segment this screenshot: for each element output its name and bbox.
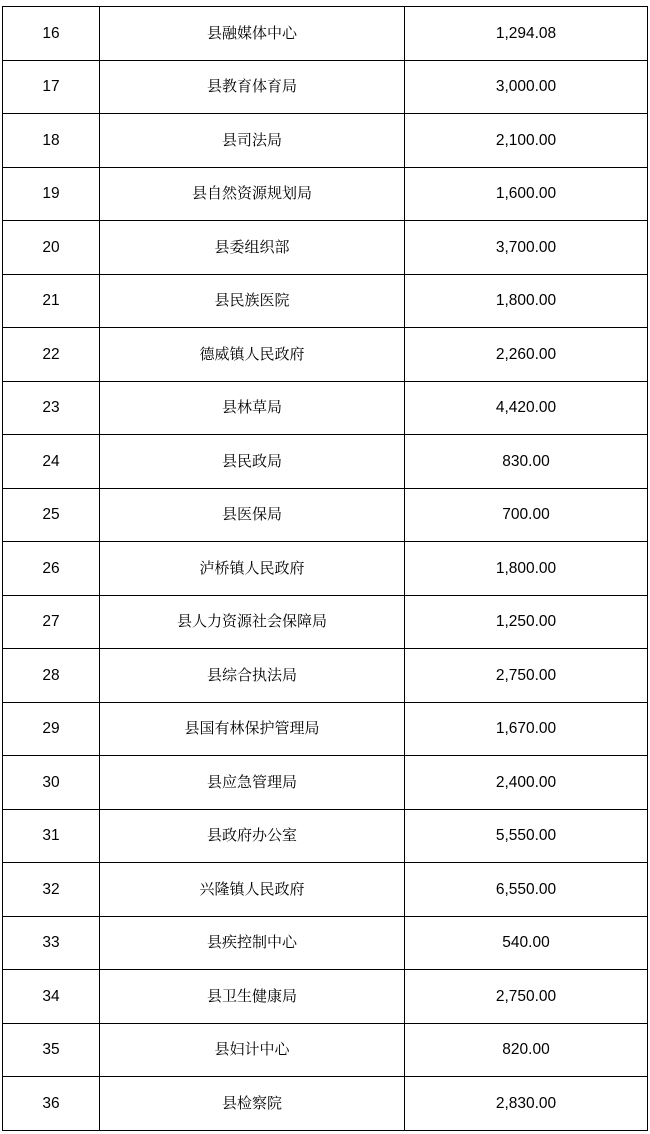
amount: 6,550.00 xyxy=(405,863,648,917)
unit-name: 县司法局 xyxy=(100,114,405,168)
funding-table xyxy=(2,6,648,1131)
unit-name: 县政府办公室 xyxy=(100,809,405,863)
table-row xyxy=(3,756,648,810)
row-index: 25 xyxy=(3,488,100,542)
table-row xyxy=(3,542,648,596)
row-index: 32 xyxy=(3,863,100,917)
table-row xyxy=(3,970,648,1024)
unit-name: 县国有林保护管理局 xyxy=(100,702,405,756)
unit-name: 县卫生健康局 xyxy=(100,970,405,1024)
table-row xyxy=(3,809,648,863)
unit-name: 县综合执法局 xyxy=(100,649,405,703)
row-index: 26 xyxy=(3,542,100,596)
amount: 2,750.00 xyxy=(405,970,648,1024)
table-row xyxy=(3,60,648,114)
unit-name: 县教育体育局 xyxy=(100,60,405,114)
amount: 1,250.00 xyxy=(405,595,648,649)
table-row xyxy=(3,328,648,382)
unit-name: 县检察院 xyxy=(100,1077,405,1131)
amount: 3,000.00 xyxy=(405,60,648,114)
table-body xyxy=(3,7,648,1131)
row-index: 34 xyxy=(3,970,100,1024)
amount: 1,600.00 xyxy=(405,167,648,221)
row-index: 18 xyxy=(3,114,100,168)
row-index: 27 xyxy=(3,595,100,649)
unit-name: 县民政局 xyxy=(100,435,405,489)
amount: 2,100.00 xyxy=(405,114,648,168)
unit-name: 县妇计中心 xyxy=(100,1023,405,1077)
row-index: 33 xyxy=(3,916,100,970)
amount: 2,750.00 xyxy=(405,649,648,703)
unit-name: 县林草局 xyxy=(100,381,405,435)
amount: 700.00 xyxy=(405,488,648,542)
amount: 830.00 xyxy=(405,435,648,489)
table-row xyxy=(3,488,648,542)
amount: 1,294.08 xyxy=(405,7,648,61)
unit-name: 德威镇人民政府 xyxy=(100,328,405,382)
row-index: 19 xyxy=(3,167,100,221)
amount: 2,830.00 xyxy=(405,1077,648,1131)
unit-name: 县医保局 xyxy=(100,488,405,542)
unit-name: 兴隆镇人民政府 xyxy=(100,863,405,917)
amount: 5,550.00 xyxy=(405,809,648,863)
row-index: 30 xyxy=(3,756,100,810)
table-row xyxy=(3,114,648,168)
row-index: 35 xyxy=(3,1023,100,1077)
table-row xyxy=(3,863,648,917)
row-index: 16 xyxy=(3,7,100,61)
unit-name: 县融媒体中心 xyxy=(100,7,405,61)
unit-name: 县民族医院 xyxy=(100,274,405,328)
table-row xyxy=(3,221,648,275)
amount: 1,800.00 xyxy=(405,274,648,328)
row-index: 24 xyxy=(3,435,100,489)
table-row xyxy=(3,7,648,61)
table-row xyxy=(3,435,648,489)
row-index: 28 xyxy=(3,649,100,703)
unit-name: 县人力资源社会保障局 xyxy=(100,595,405,649)
row-index: 29 xyxy=(3,702,100,756)
row-index: 22 xyxy=(3,328,100,382)
row-index: 31 xyxy=(3,809,100,863)
amount: 1,670.00 xyxy=(405,702,648,756)
amount: 2,260.00 xyxy=(405,328,648,382)
row-index: 20 xyxy=(3,221,100,275)
table-row xyxy=(3,916,648,970)
amount: 820.00 xyxy=(405,1023,648,1077)
unit-name: 县应急管理局 xyxy=(100,756,405,810)
unit-name: 县疾控制中心 xyxy=(100,916,405,970)
table-row xyxy=(3,1023,648,1077)
amount: 4,420.00 xyxy=(405,381,648,435)
amount: 540.00 xyxy=(405,916,648,970)
unit-name: 县委组织部 xyxy=(100,221,405,275)
row-index: 23 xyxy=(3,381,100,435)
amount: 3,700.00 xyxy=(405,221,648,275)
table-row xyxy=(3,167,648,221)
unit-name: 县自然资源规划局 xyxy=(100,167,405,221)
row-index: 21 xyxy=(3,274,100,328)
unit-name: 泸桥镇人民政府 xyxy=(100,542,405,596)
row-index: 36 xyxy=(3,1077,100,1131)
table-row xyxy=(3,595,648,649)
table-row xyxy=(3,649,648,703)
table-row xyxy=(3,1077,648,1131)
table-row xyxy=(3,702,648,756)
table-row xyxy=(3,274,648,328)
amount: 1,800.00 xyxy=(405,542,648,596)
table-row xyxy=(3,381,648,435)
amount: 2,400.00 xyxy=(405,756,648,810)
row-index: 17 xyxy=(3,60,100,114)
